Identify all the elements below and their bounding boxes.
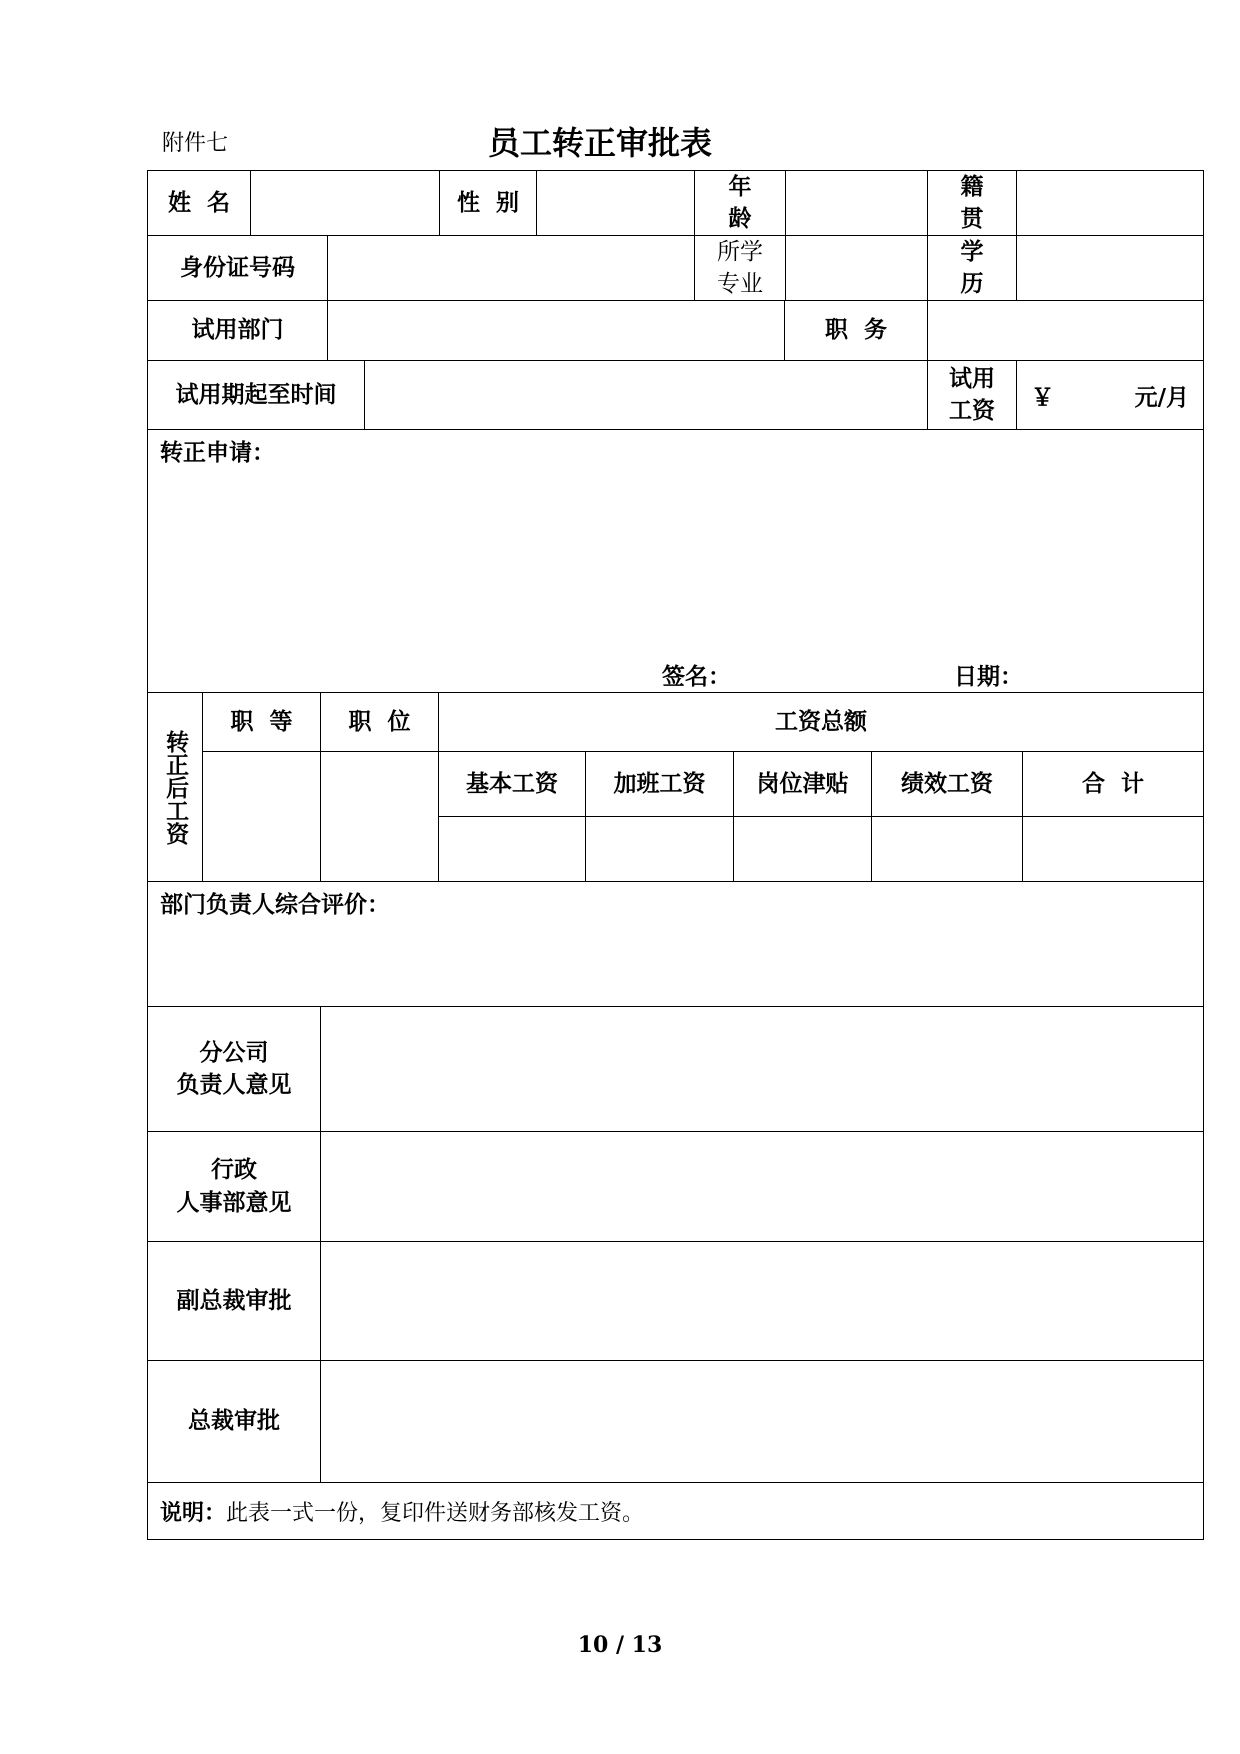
origin-field[interactable]	[1016, 170, 1204, 236]
application-section[interactable]	[147, 429, 1204, 693]
id-number-field[interactable]	[327, 235, 695, 301]
application-label: 转正申请：	[160, 440, 275, 466]
name-label: 姓名	[147, 170, 251, 236]
note-row	[147, 1482, 1204, 1540]
education-label: 学历	[927, 235, 1017, 301]
performance-salary-field[interactable]	[871, 816, 1023, 882]
salary-unit: 元/月	[1134, 384, 1189, 411]
hr-opinion-label: 行政 人事部意见	[147, 1131, 321, 1242]
president-approval-label: 总裁审批	[147, 1360, 321, 1483]
origin-label: 籍贯	[927, 170, 1017, 236]
page-title: 员工转正审批表	[488, 124, 713, 162]
vp-approval-field[interactable]	[320, 1241, 1204, 1361]
allowance-field[interactable]	[733, 816, 872, 882]
gender-label: 性别	[439, 170, 537, 236]
date-label: 日期：	[954, 664, 1023, 690]
position-label: 职务	[784, 300, 928, 361]
branch-opinion-label: 分公司 负责人意见	[147, 1006, 321, 1132]
major-label: 所学 专业	[694, 235, 786, 301]
page-number: 10 / 13	[577, 1632, 663, 1658]
trial-salary-field[interactable]	[1016, 360, 1204, 430]
age-field[interactable]	[785, 170, 928, 236]
trial-period-field[interactable]	[364, 360, 928, 430]
age-label: 年龄	[694, 170, 786, 236]
basic-salary-field[interactable]	[438, 816, 586, 882]
major-field[interactable]	[785, 235, 928, 301]
grade-label: 职等	[202, 692, 321, 752]
overtime-salary-label: 加班工资	[585, 751, 734, 817]
branch-opinion-field[interactable]	[320, 1006, 1204, 1132]
note-text: 此表一式一份，复印件送财务部核发工资。	[226, 1500, 645, 1526]
trial-salary-label: 试用 工资	[927, 360, 1017, 430]
salary-total-label: 工资总额	[438, 692, 1204, 752]
signature-label: 签名：	[662, 664, 731, 690]
name-field[interactable]	[250, 170, 440, 236]
allowance-label: 岗位津贴	[733, 751, 872, 817]
currency-symbol: ￥	[1031, 384, 1054, 411]
sum-field[interactable]	[1022, 816, 1204, 882]
grade-field[interactable]	[202, 751, 321, 882]
vp-approval-label: 副总裁审批	[147, 1241, 321, 1361]
president-approval-field[interactable]	[320, 1360, 1204, 1483]
trial-dept-label: 试用部门	[147, 300, 328, 361]
annex-label: 附件七	[162, 131, 229, 156]
approval-form	[148, 171, 1204, 1540]
performance-salary-label: 绩效工资	[871, 751, 1023, 817]
dept-eval-label: 部门负责人综合评价：	[160, 892, 390, 918]
post-field[interactable]	[320, 751, 439, 882]
position-field[interactable]	[927, 300, 1204, 361]
id-number-label: 身份证号码	[147, 235, 328, 301]
trial-period-label: 试用期起至时间	[147, 360, 365, 430]
sum-label: 合计	[1022, 751, 1204, 817]
post-label: 职位	[320, 692, 439, 752]
gender-field[interactable]	[536, 170, 695, 236]
hr-opinion-field[interactable]	[320, 1131, 1204, 1242]
basic-salary-label: 基本工资	[438, 751, 586, 817]
dept-eval-section[interactable]	[147, 881, 1204, 1007]
salary-after-label: 转正后工资	[147, 692, 203, 882]
trial-dept-field[interactable]	[327, 300, 785, 361]
note-label: 说明：	[160, 1500, 227, 1526]
overtime-salary-field[interactable]	[585, 816, 734, 882]
education-field[interactable]	[1016, 235, 1204, 301]
